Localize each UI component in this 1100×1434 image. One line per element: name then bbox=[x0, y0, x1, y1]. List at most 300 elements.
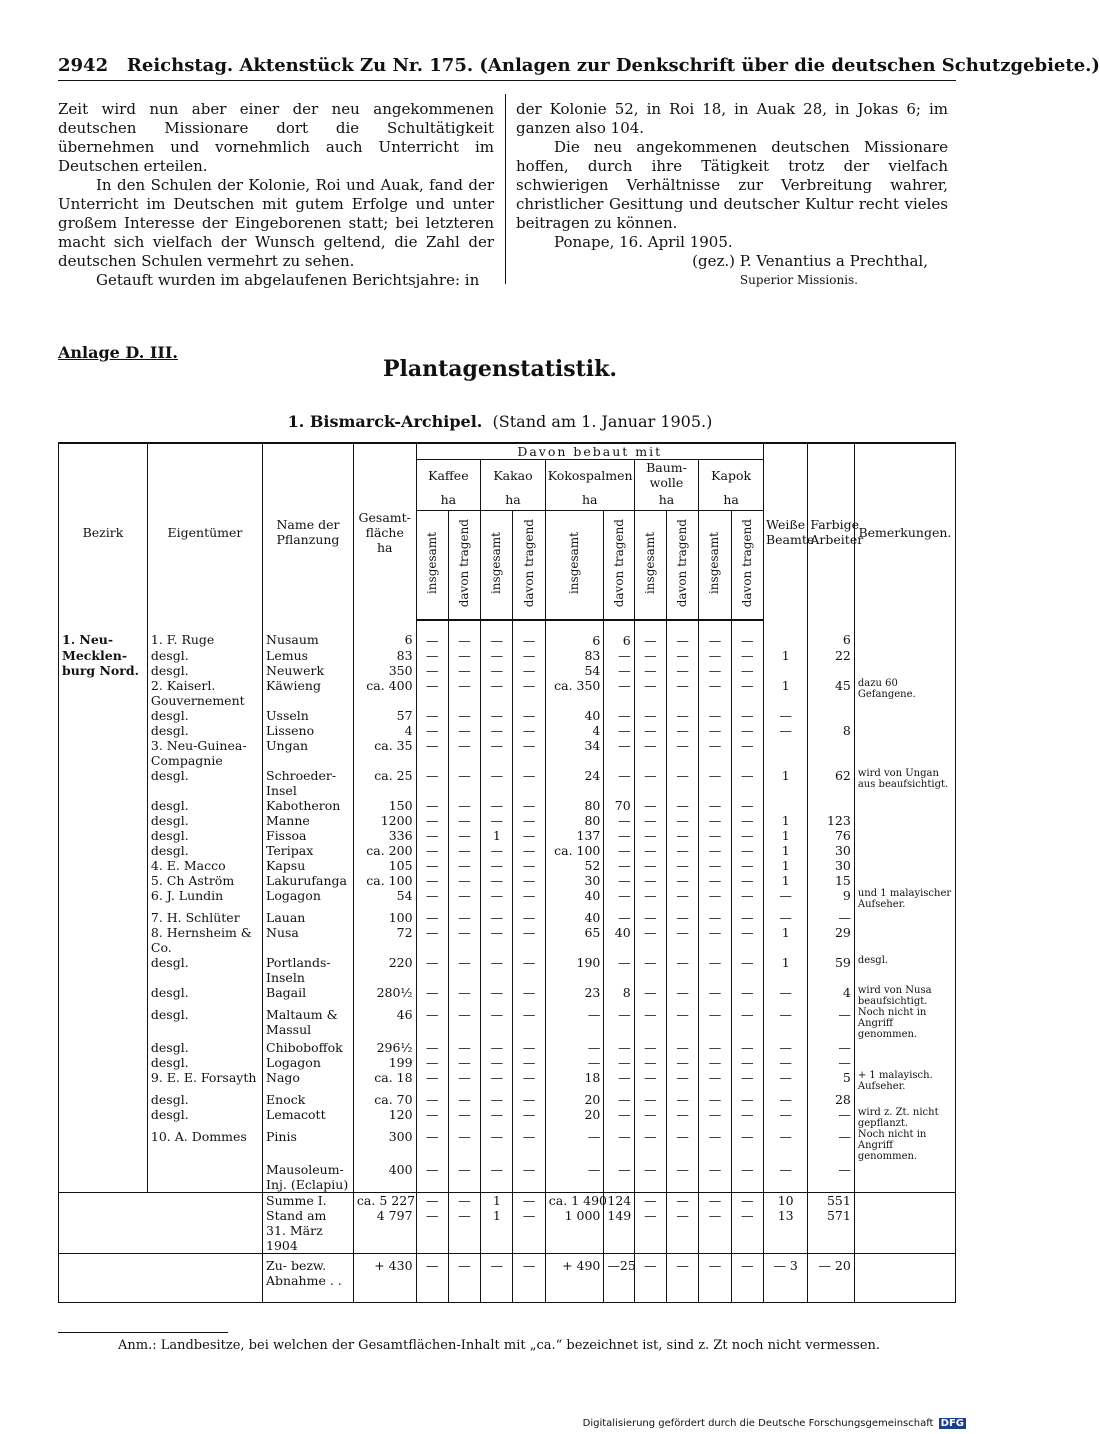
cell-kokos-tragend: — bbox=[604, 843, 634, 858]
cell-kokos: 54 bbox=[545, 663, 604, 678]
cell-kaffee: — bbox=[416, 678, 448, 708]
summary-kokos: + 490 bbox=[545, 1254, 604, 1303]
cell-bezirk bbox=[59, 1055, 148, 1070]
cell-bemerkung: und 1 malayischer Aufseher. bbox=[854, 888, 955, 910]
header-baumwolle: Baum- wolle bbox=[634, 460, 699, 491]
cell-eigentuemer: Compagnie bbox=[147, 753, 262, 768]
cell-kapok: — bbox=[699, 813, 731, 828]
cell-kakao: — bbox=[481, 708, 513, 723]
cell-kakao: — bbox=[481, 910, 513, 925]
cell-farbige: 6 bbox=[808, 620, 854, 648]
cell-weisse: — bbox=[763, 985, 807, 1007]
cell-gesamt: 6 bbox=[353, 620, 416, 648]
cell-bezirk bbox=[59, 1129, 148, 1162]
summary-kapok: — bbox=[699, 1254, 731, 1303]
cell-kokos-tragend: 6 bbox=[604, 620, 634, 648]
cell-kaffee: — bbox=[416, 925, 448, 955]
cell-farbige: — bbox=[808, 1162, 854, 1193]
table-row bbox=[59, 1055, 956, 1070]
cell-weisse: — bbox=[763, 708, 807, 723]
cell-kakao bbox=[481, 753, 513, 768]
cell-kokos-tragend: — bbox=[604, 828, 634, 843]
cell-farbige bbox=[808, 753, 854, 768]
summary-spacer bbox=[59, 1193, 263, 1209]
cell-kokos-tragend: — bbox=[604, 858, 634, 873]
cell-baumwolle: — bbox=[634, 663, 666, 678]
cell-bezirk bbox=[59, 723, 148, 738]
summary-weisse: — 3 bbox=[763, 1254, 807, 1303]
summary-baumwolle-tragend: — bbox=[666, 1254, 698, 1303]
cell-farbige: 45 bbox=[808, 678, 854, 708]
cell-gesamt: 336 bbox=[353, 828, 416, 843]
cell-bemerkung: dazu 60 Gefangene. bbox=[854, 678, 955, 708]
cell-kakao-tragend: — bbox=[513, 843, 545, 858]
cell-kapok-tragend: — bbox=[731, 708, 763, 723]
cell-gesamt: 57 bbox=[353, 708, 416, 723]
cell-bezirk bbox=[59, 910, 148, 925]
cell-bezirk bbox=[59, 828, 148, 843]
cell-farbige: 29 bbox=[808, 925, 854, 955]
cell-baumwolle bbox=[634, 753, 666, 768]
cell-eigentuemer: desgl. bbox=[147, 768, 262, 798]
cell-name: Chiboboffok bbox=[263, 1040, 354, 1055]
cell-kakao-tragend: — bbox=[513, 620, 545, 648]
summary-baumwolle-tragend: — bbox=[666, 1208, 698, 1254]
table-row bbox=[59, 1107, 956, 1129]
cell-baumwolle: — bbox=[634, 1055, 666, 1070]
cell-gesamt: 296½ bbox=[353, 1040, 416, 1055]
cell-farbige: 59 bbox=[808, 955, 854, 985]
cell-kakao-tragend: — bbox=[513, 955, 545, 985]
cell-kaffee-tragend: — bbox=[448, 678, 480, 708]
cell-name: Lakurufanga bbox=[263, 873, 354, 888]
header-insgesamt: insgesamt bbox=[634, 510, 666, 620]
cell-baumwolle: — bbox=[634, 1107, 666, 1129]
header-name: Name der Pflanzung bbox=[263, 443, 354, 620]
cell-baumwolle-tragend: — bbox=[666, 858, 698, 873]
cell-kokos-tragend: — bbox=[604, 708, 634, 723]
cell-kaffee-tragend: — bbox=[448, 723, 480, 738]
cell-kakao-tragend: — bbox=[513, 648, 545, 663]
cell-kokos: 40 bbox=[545, 910, 604, 925]
cell-kaffee: — bbox=[416, 1070, 448, 1092]
cell-kaffee bbox=[416, 753, 448, 768]
cell-kakao: — bbox=[481, 648, 513, 663]
section-title-bold: 1. Bismarck-Archipel. bbox=[287, 412, 483, 431]
cell-kaffee-tragend: — bbox=[448, 813, 480, 828]
cell-weisse: — bbox=[763, 888, 807, 910]
cell-bezirk bbox=[59, 1092, 148, 1107]
cell-kapok-tragend: — bbox=[731, 1129, 763, 1162]
cell-name: Lisseno bbox=[263, 723, 354, 738]
cell-baumwolle-tragend: — bbox=[666, 955, 698, 985]
cell-name: Neuwerk bbox=[263, 663, 354, 678]
signature-title: Superior Missionis. bbox=[739, 273, 858, 287]
cell-kaffee-tragend: — bbox=[448, 738, 480, 753]
cell-kakao: — bbox=[481, 813, 513, 828]
summary-kakao: — bbox=[481, 1254, 513, 1303]
cell-eigentuemer: 1. F. Ruge bbox=[147, 620, 262, 648]
cell-kakao: — bbox=[481, 985, 513, 1007]
cell-eigentuemer: 10. A. Dommes bbox=[147, 1129, 262, 1162]
summary-kokos-tragend: 149 bbox=[604, 1208, 634, 1254]
table-row bbox=[59, 925, 956, 955]
cell-bezirk bbox=[59, 813, 148, 828]
cell-eigentuemer: desgl. bbox=[147, 985, 262, 1007]
cell-kokos: 65 bbox=[545, 925, 604, 955]
table-row bbox=[59, 738, 956, 753]
cell-bemerkung: wird z. Zt. nicht gepflanzt. bbox=[854, 1107, 955, 1129]
cell-baumwolle: — bbox=[634, 1129, 666, 1162]
cell-bemerkung: wird von Nusa beaufsichtigt. bbox=[854, 985, 955, 1007]
cell-bemerkung bbox=[854, 828, 955, 843]
cell-kokos: ca. 100 bbox=[545, 843, 604, 858]
summary-gesamt: + 430 bbox=[353, 1254, 416, 1303]
cell-gesamt: ca. 18 bbox=[353, 1070, 416, 1092]
cell-kokos: 6 bbox=[545, 620, 604, 648]
cell-bemerkung bbox=[854, 648, 955, 663]
cell-kakao: 1 bbox=[481, 828, 513, 843]
header-tragend: davon tragend bbox=[731, 510, 763, 620]
cell-kokos: 23 bbox=[545, 985, 604, 1007]
summary-kakao-tragend: — bbox=[513, 1254, 545, 1303]
cell-kapok-tragend: — bbox=[731, 925, 763, 955]
cell-farbige: 22 bbox=[808, 648, 854, 663]
cell-bemerkung bbox=[854, 873, 955, 888]
cell-kapok-tragend: — bbox=[731, 620, 763, 648]
cell-farbige: — bbox=[808, 1129, 854, 1162]
cell-kapok-tragend: — bbox=[731, 858, 763, 873]
cell-baumwolle-tragend: — bbox=[666, 620, 698, 648]
cell-farbige: 30 bbox=[808, 858, 854, 873]
table-row bbox=[59, 678, 956, 708]
cell-kokos: — bbox=[545, 1055, 604, 1070]
cell-kokos-tragend: 8 bbox=[604, 985, 634, 1007]
cell-weisse: — bbox=[763, 1162, 807, 1193]
cell-bemerkung bbox=[854, 753, 955, 768]
cell-kakao: — bbox=[481, 738, 513, 753]
cell-kakao-tragend: — bbox=[513, 678, 545, 708]
cell-baumwolle: — bbox=[634, 1040, 666, 1055]
summary-weisse: 13 bbox=[763, 1208, 807, 1254]
cell-baumwolle-tragend: — bbox=[666, 813, 698, 828]
cell-weisse bbox=[763, 798, 807, 813]
paragraph: Die neu angekommenen deutschen Missionare hoffen, durch ihre Tätigkeit trotz der vielfach schwierigen Verhältnisse zur Verbreitung wahrer, christlicher Gesittung und deutscher Kultur recht vieles beitragen zu können. bbox=[516, 138, 948, 232]
cell-kaffee: — bbox=[416, 985, 448, 1007]
cell-baumwolle: — bbox=[634, 1092, 666, 1107]
cell-bemerkung bbox=[854, 798, 955, 813]
cell-kokos-tragend: — bbox=[604, 723, 634, 738]
cell-kakao-tragend: — bbox=[513, 723, 545, 738]
cell-kokos: 52 bbox=[545, 858, 604, 873]
cell-kaffee: — bbox=[416, 663, 448, 678]
summary-kakao-tragend: — bbox=[513, 1193, 545, 1209]
cell-kapok-tragend: — bbox=[731, 813, 763, 828]
cell-kokos: 80 bbox=[545, 813, 604, 828]
cell-kapok: — bbox=[699, 1092, 731, 1107]
cell-name: Lauan bbox=[263, 910, 354, 925]
cell-kaffee: — bbox=[416, 1040, 448, 1055]
cell-farbige: — bbox=[808, 1055, 854, 1070]
cell-kaffee-tragend: — bbox=[448, 663, 480, 678]
cell-kakao: — bbox=[481, 873, 513, 888]
cell-bezirk bbox=[59, 985, 148, 1007]
cell-gesamt: ca. 100 bbox=[353, 873, 416, 888]
header-rule bbox=[58, 80, 956, 81]
cell-name: Mausoleum-Inj. (Eclapiu) bbox=[263, 1162, 354, 1193]
cell-kokos: 80 bbox=[545, 798, 604, 813]
cell-kapok-tragend: — bbox=[731, 1107, 763, 1129]
cell-kapok-tragend: — bbox=[731, 1092, 763, 1107]
summary-row bbox=[59, 1193, 956, 1209]
cell-farbige bbox=[808, 663, 854, 678]
cell-eigentuemer: desgl. bbox=[147, 955, 262, 985]
cell-farbige bbox=[808, 708, 854, 723]
cell-name: Nago bbox=[263, 1070, 354, 1092]
cell-farbige bbox=[808, 738, 854, 753]
cell-name: Fissoa bbox=[263, 828, 354, 843]
section-title bbox=[0, 412, 1000, 431]
summary-label: Stand am 31. März 1904 bbox=[263, 1208, 354, 1254]
cell-eigentuemer: desgl. bbox=[147, 1055, 262, 1070]
cell-kapok: — bbox=[699, 768, 731, 798]
cell-farbige: — bbox=[808, 910, 854, 925]
cell-bezirk bbox=[59, 708, 148, 723]
cell-farbige: 9 bbox=[808, 888, 854, 910]
cell-kakao-tragend: — bbox=[513, 708, 545, 723]
cell-kakao: — bbox=[481, 768, 513, 798]
cell-baumwolle: — bbox=[634, 768, 666, 798]
cell-eigentuemer: 2. Kaiserl. Gouvernement bbox=[147, 678, 262, 708]
header-kaffee: Kaffee bbox=[416, 460, 481, 491]
cell-bezirk bbox=[59, 925, 148, 955]
table-row bbox=[59, 708, 956, 723]
cell-kaffee: — bbox=[416, 620, 448, 648]
cell-baumwolle-tragend: — bbox=[666, 738, 698, 753]
cell-gesamt: 199 bbox=[353, 1055, 416, 1070]
cell-weisse: — bbox=[763, 1055, 807, 1070]
cell-kakao: — bbox=[481, 1129, 513, 1162]
cell-baumwolle-tragend: — bbox=[666, 925, 698, 955]
cell-baumwolle: — bbox=[634, 888, 666, 910]
cell-kaffee-tragend: — bbox=[448, 1070, 480, 1092]
cell-weisse: 1 bbox=[763, 828, 807, 843]
cell-bemerkung bbox=[854, 620, 955, 648]
cell-gesamt: ca. 200 bbox=[353, 843, 416, 858]
cell-baumwolle-tragend: — bbox=[666, 1055, 698, 1070]
cell-kaffee: — bbox=[416, 1162, 448, 1193]
cell-kaffee: — bbox=[416, 873, 448, 888]
cell-kokos-tragend: — bbox=[604, 1162, 634, 1193]
cell-kakao-tragend: — bbox=[513, 910, 545, 925]
cell-kapok-tragend: — bbox=[731, 723, 763, 738]
cell-baumwolle: — bbox=[634, 910, 666, 925]
summary-kaffee: — bbox=[416, 1208, 448, 1254]
cell-weisse: 1 bbox=[763, 955, 807, 985]
summary-baumwolle: — bbox=[634, 1254, 666, 1303]
cell-name: Manne bbox=[263, 813, 354, 828]
summary-kapok-tragend: — bbox=[731, 1208, 763, 1254]
cell-kakao: — bbox=[481, 925, 513, 955]
summary-label: Zu- bezw. Abnahme . . bbox=[263, 1254, 354, 1303]
cell-baumwolle: — bbox=[634, 813, 666, 828]
summary-row bbox=[59, 1254, 956, 1303]
cell-baumwolle-tragend: — bbox=[666, 843, 698, 858]
table-row bbox=[59, 1007, 956, 1040]
cell-name: Pinis bbox=[263, 1129, 354, 1162]
summary-kakao: 1 bbox=[481, 1208, 513, 1254]
cell-kokos-tragend: — bbox=[604, 678, 634, 708]
summary-kaffee-tragend: — bbox=[448, 1193, 480, 1209]
cell-name: Käwieng bbox=[263, 678, 354, 708]
cell-kapok: — bbox=[699, 620, 731, 648]
table-row bbox=[59, 1129, 956, 1162]
cell-name: Maltaum & Massul bbox=[263, 1007, 354, 1040]
summary-kokos-tragend: 124 bbox=[604, 1193, 634, 1209]
cell-bemerkung: Noch nicht in Angriff genommen. bbox=[854, 1007, 955, 1040]
header-gesamtflaeche: Gesamt- fläche ha bbox=[353, 443, 416, 620]
cell-farbige: — bbox=[808, 1040, 854, 1055]
cell-baumwolle-tragend: — bbox=[666, 873, 698, 888]
cell-baumwolle: — bbox=[634, 798, 666, 813]
cell-baumwolle: — bbox=[634, 620, 666, 648]
plantation-table bbox=[58, 442, 956, 1303]
cell-kakao-tragend: — bbox=[513, 813, 545, 828]
cell-kokos-tragend: — bbox=[604, 1129, 634, 1162]
cell-kakao-tragend: — bbox=[513, 858, 545, 873]
cell-bemerkung bbox=[854, 738, 955, 753]
cell-eigentuemer: 7. H. Schlüter bbox=[147, 910, 262, 925]
header-kapok: Kapok bbox=[699, 460, 764, 491]
header-unit: ha bbox=[634, 490, 699, 510]
cell-kokos-tragend: — bbox=[604, 1092, 634, 1107]
cell-kapok: — bbox=[699, 663, 731, 678]
cell-baumwolle-tragend: — bbox=[666, 1129, 698, 1162]
table-row bbox=[59, 798, 956, 813]
summary-kapok-tragend: — bbox=[731, 1193, 763, 1209]
cell-kapok-tragend: — bbox=[731, 910, 763, 925]
header-insgesamt: insgesamt bbox=[481, 510, 513, 620]
cell-eigentuemer: 3. Neu-Guinea- bbox=[147, 738, 262, 753]
cell-weisse: 1 bbox=[763, 768, 807, 798]
cell-baumwolle: — bbox=[634, 873, 666, 888]
cell-kakao: — bbox=[481, 663, 513, 678]
cell-kaffee-tragend: — bbox=[448, 1040, 480, 1055]
cell-baumwolle-tragend: — bbox=[666, 1040, 698, 1055]
cell-kokos: 18 bbox=[545, 1070, 604, 1092]
cell-kokos-tragend: — bbox=[604, 1040, 634, 1055]
cell-kaffee: — bbox=[416, 768, 448, 798]
cell-kakao-tragend: — bbox=[513, 1107, 545, 1129]
summary-baumwolle-tragend: — bbox=[666, 1193, 698, 1209]
cell-bemerkung bbox=[854, 925, 955, 955]
cell-eigentuemer: desgl. bbox=[147, 798, 262, 813]
cell-kaffee-tragend: — bbox=[448, 768, 480, 798]
header-unit: ha bbox=[699, 490, 764, 510]
header-insgesamt: insgesamt bbox=[699, 510, 731, 620]
header-tragend: davon tragend bbox=[513, 510, 545, 620]
cell-weisse: — bbox=[763, 1040, 807, 1055]
header-kokospalmen: Kokospalmen bbox=[545, 460, 634, 491]
cell-bemerkung bbox=[854, 1040, 955, 1055]
table-row bbox=[59, 753, 956, 768]
cell-weisse bbox=[763, 738, 807, 753]
cell-gesamt: 350 bbox=[353, 663, 416, 678]
cell-name: Ungan bbox=[263, 738, 354, 753]
cell-weisse: — bbox=[763, 1007, 807, 1040]
cell-eigentuemer: desgl. bbox=[147, 708, 262, 723]
header-insgesamt: insgesamt bbox=[545, 510, 604, 620]
cell-eigentuemer bbox=[147, 1162, 262, 1193]
cell-kokos-tragend: 70 bbox=[604, 798, 634, 813]
cell-bemerkung bbox=[854, 723, 955, 738]
cell-kakao-tragend: — bbox=[513, 985, 545, 1007]
cell-kokos-tragend: — bbox=[604, 768, 634, 798]
cell-eigentuemer: desgl. bbox=[147, 1092, 262, 1107]
summary-kapok: — bbox=[699, 1193, 731, 1209]
table-row bbox=[59, 648, 956, 663]
cell-kokos: — bbox=[545, 1007, 604, 1040]
cell-weisse: 1 bbox=[763, 873, 807, 888]
cell-kakao: — bbox=[481, 723, 513, 738]
cell-kaffee: — bbox=[416, 1007, 448, 1040]
summary-kapok: — bbox=[699, 1208, 731, 1254]
cell-weisse: — bbox=[763, 1092, 807, 1107]
cell-weisse: 1 bbox=[763, 813, 807, 828]
cell-kaffee-tragend: — bbox=[448, 1129, 480, 1162]
cell-gesamt: 150 bbox=[353, 798, 416, 813]
cell-kapok: — bbox=[699, 910, 731, 925]
cell-baumwolle-tragend: — bbox=[666, 828, 698, 843]
summary-row bbox=[59, 1208, 956, 1254]
cell-kokos-tragend: — bbox=[604, 955, 634, 985]
cell-eigentuemer: desgl. bbox=[147, 648, 262, 663]
cell-eigentuemer: 5. Ch Aström bbox=[147, 873, 262, 888]
cell-gesamt: 72 bbox=[353, 925, 416, 955]
cell-kaffee: — bbox=[416, 813, 448, 828]
cell-farbige bbox=[808, 798, 854, 813]
cell-kapok-tragend: — bbox=[731, 1055, 763, 1070]
cell-baumwolle: — bbox=[634, 955, 666, 985]
footnote-rule bbox=[58, 1332, 228, 1333]
cell-kaffee: — bbox=[416, 843, 448, 858]
cell-baumwolle: — bbox=[634, 1162, 666, 1193]
header-bezirk: Bezirk bbox=[59, 443, 148, 620]
cell-farbige: 5 bbox=[808, 1070, 854, 1092]
cell-kakao-tragend: — bbox=[513, 873, 545, 888]
cell-kapok: — bbox=[699, 1070, 731, 1092]
cell-kaffee-tragend: — bbox=[448, 798, 480, 813]
cell-bemerkung: desgl. bbox=[854, 955, 955, 985]
cell-kaffee-tragend: — bbox=[448, 1055, 480, 1070]
cell-bemerkung bbox=[854, 910, 955, 925]
cell-kapok: — bbox=[699, 925, 731, 955]
header-tragend: davon tragend bbox=[666, 510, 698, 620]
cell-kokos-tragend: — bbox=[604, 1055, 634, 1070]
summary-baumwolle: — bbox=[634, 1208, 666, 1254]
cell-weisse bbox=[763, 663, 807, 678]
cell-baumwolle-tragend: — bbox=[666, 910, 698, 925]
summary-kakao: 1 bbox=[481, 1193, 513, 1209]
cell-kaffee: — bbox=[416, 798, 448, 813]
paragraph: der Kolonie 52, in Roi 18, in Auak 28, in Jokas 6; im ganzen also 104. bbox=[516, 100, 948, 137]
cell-baumwolle: — bbox=[634, 828, 666, 843]
summary-kokos: 1 000 bbox=[545, 1208, 604, 1254]
cell-baumwolle: — bbox=[634, 1007, 666, 1040]
cell-kaffee-tragend: — bbox=[448, 888, 480, 910]
cell-kakao: — bbox=[481, 1162, 513, 1193]
cell-kokos: 24 bbox=[545, 768, 604, 798]
